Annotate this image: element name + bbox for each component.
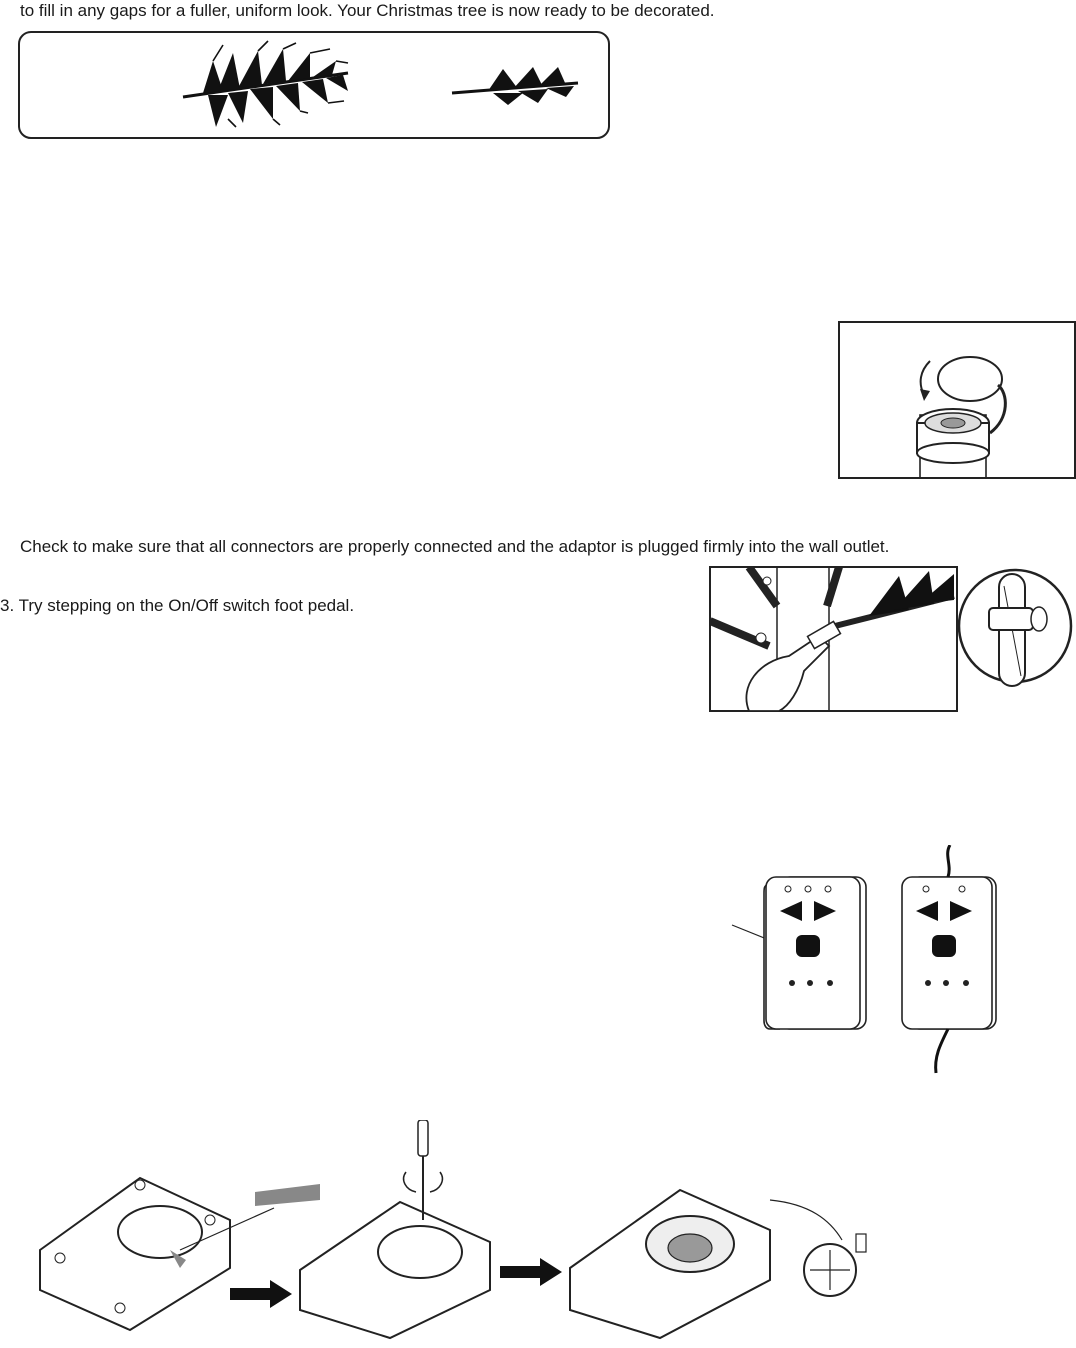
cap-removal-figure xyxy=(838,321,1076,479)
connector-plug-figure xyxy=(709,566,1074,714)
check-connectors-text: Check to make sure that all connectors are properly connected and the adaptor is plugged firmly into the wall outlet. xyxy=(20,537,890,556)
intro-text: to fill in any gaps for a fuller, uniform look. Your Christmas tree is now ready to be decorated. xyxy=(20,1,715,20)
controller-box-icon xyxy=(730,845,1010,1075)
controller-figure xyxy=(730,845,1010,1075)
plug-connector-icon xyxy=(709,566,1074,714)
connector-cap-icon xyxy=(840,323,1074,477)
branch-shaping-figure xyxy=(18,31,610,139)
step-3-text: 3. Try stepping on the On/Off switch foot pedal. xyxy=(0,596,355,615)
foot-pedal-battery-icon xyxy=(30,1120,900,1340)
pedal-battery-figure xyxy=(30,1120,900,1340)
